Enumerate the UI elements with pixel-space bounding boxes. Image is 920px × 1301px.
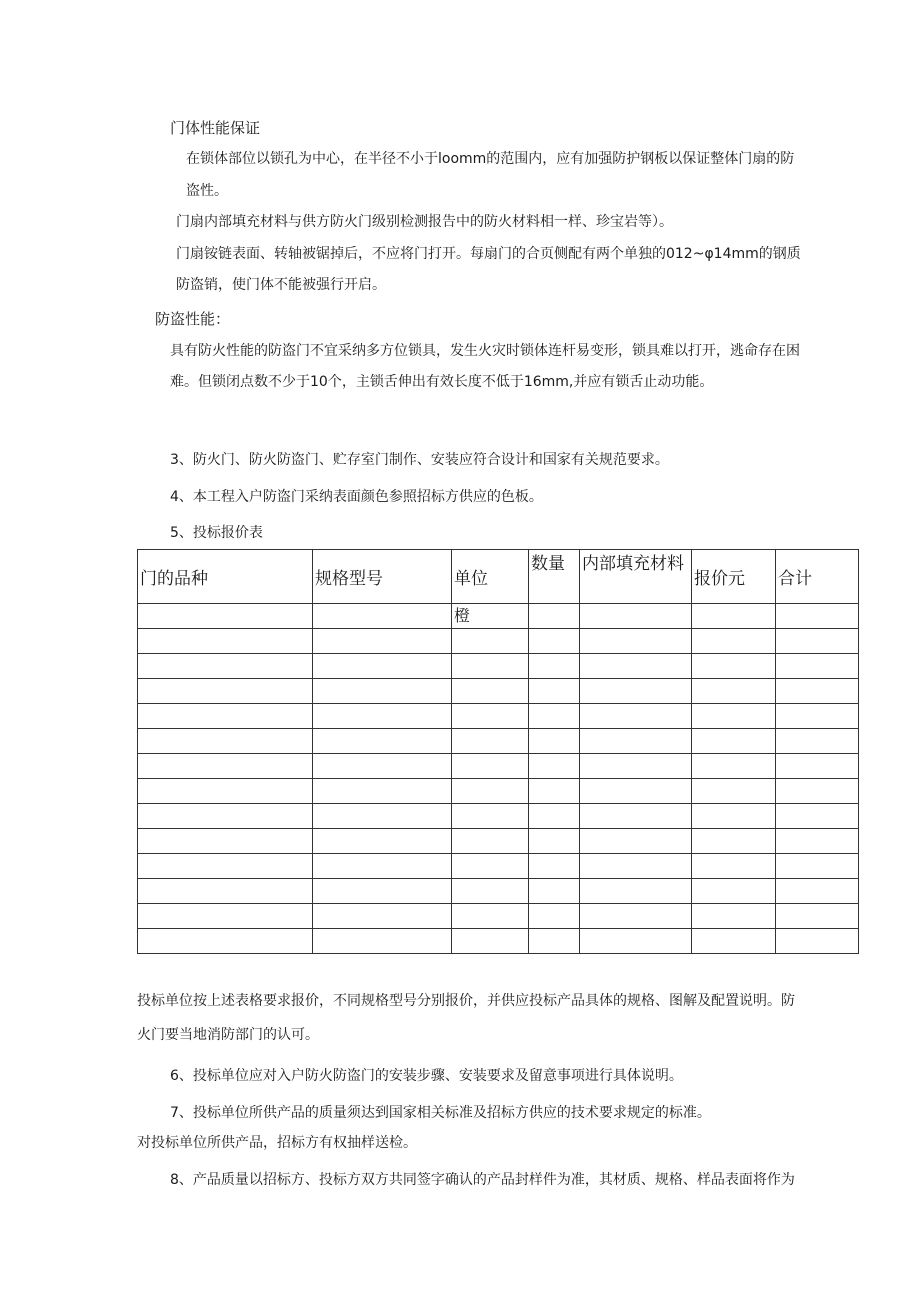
table-cell [580, 654, 692, 679]
table-row [138, 804, 859, 829]
table-header-row [138, 550, 859, 604]
header-cell-variety: 门的品种 [138, 550, 313, 604]
table-cell [452, 879, 529, 904]
table-cell [529, 604, 580, 629]
table-row [138, 879, 859, 904]
table-cell [529, 779, 580, 804]
table-cell [138, 604, 313, 629]
table-cell [692, 854, 776, 879]
table-cell [452, 854, 529, 879]
table-cell [580, 629, 692, 654]
section1-line-4: 门扇铵链表面、转轴被锯掉后，不应将门打开。每扇门的合页侧配有两个单独的012~φ14mm的钢质 [176, 246, 801, 262]
table-cell [580, 729, 692, 754]
table-row [138, 729, 859, 754]
table-row [138, 854, 859, 879]
table-cell [313, 879, 452, 904]
table-cell [313, 704, 452, 729]
header-cell-price: 报价元 [692, 550, 776, 604]
table-cell [776, 904, 859, 929]
table-cell [580, 879, 692, 904]
table-cell [580, 829, 692, 854]
table-cell [580, 804, 692, 829]
table-cell [138, 879, 313, 904]
table-cell [452, 679, 529, 704]
table-cell [138, 804, 313, 829]
item-6: 6、投标单位应对入户防火防盗门的安装步骤、安装要求及留意事项进行具体说明。 [170, 1068, 683, 1084]
table-cell [580, 679, 692, 704]
table-cell [692, 904, 776, 929]
table-cell [529, 804, 580, 829]
table-cell [313, 804, 452, 829]
table-cell [776, 929, 859, 954]
table-cell [529, 729, 580, 754]
item-3: 3、防火门、防火防盗门、贮存室门制作、安装应符合设计和国家有关规范要求。 [170, 452, 669, 468]
table-cell [313, 904, 452, 929]
item-7: 7、投标单位所供产品的质量须达到国家相关标准及招标方供应的技术要求规定的标准。 [170, 1105, 711, 1121]
table-cell [452, 704, 529, 729]
table-cell [452, 929, 529, 954]
after-table-line-1: 投标单位按上述表格要求报价，不同规格型号分别报价，并供应投标产品具体的规格、图解及配置说明。防 [137, 993, 795, 1009]
table-cell [529, 679, 580, 704]
section1-heading: 门体性能保证 [170, 119, 261, 137]
table-cell [776, 754, 859, 779]
table-cell [692, 654, 776, 679]
table-cell [138, 904, 313, 929]
table-cell [138, 629, 313, 654]
table-cell [452, 904, 529, 929]
table-cell [692, 679, 776, 704]
table-row [138, 779, 859, 804]
table-cell [313, 929, 452, 954]
table-cell [692, 929, 776, 954]
table-cell [313, 779, 452, 804]
table-cell [529, 879, 580, 904]
section2-heading: 防盗性能： [155, 310, 231, 328]
table-cell [313, 604, 452, 629]
table-cell [692, 879, 776, 904]
section1-line-5: 防盗销，使门体不能被强行开启。 [176, 277, 386, 293]
table-cell [313, 754, 452, 779]
table-cell [776, 879, 859, 904]
table-cell [776, 829, 859, 854]
table-cell [138, 704, 313, 729]
table-cell [138, 929, 313, 954]
table-row [138, 604, 859, 629]
table-cell [313, 729, 452, 754]
table-row [138, 629, 859, 654]
quote-table [137, 549, 859, 954]
table-row [138, 704, 859, 729]
table-cell [776, 804, 859, 829]
table-row [138, 754, 859, 779]
table-cell [580, 779, 692, 804]
table-cell [776, 629, 859, 654]
table-cell [580, 929, 692, 954]
table-cell [776, 704, 859, 729]
item-4: 4、本工程入户防盗门采纳表面颜色参照招标方供应的色板。 [170, 489, 543, 505]
table-cell [580, 854, 692, 879]
table-cell [138, 829, 313, 854]
table-cell [313, 629, 452, 654]
table-cell [692, 704, 776, 729]
item-8: 8、产品质量以招标方、投标方双方共同签字确认的产品封样件为准，其材质、规格、样品表面将作为 [170, 1172, 795, 1188]
table-cell [776, 779, 859, 804]
table-cell [529, 704, 580, 729]
table-cell [776, 854, 859, 879]
section2-line-2: 难。但锁闭点数不少于10个，主锁舌伸出有效长度不低于16mm,并应有锁舌止动功能。 [170, 374, 714, 390]
table-cell [580, 754, 692, 779]
table-row [138, 929, 859, 954]
table-cell [692, 729, 776, 754]
table-row [138, 904, 859, 929]
table-row [138, 829, 859, 854]
table-cell [580, 604, 692, 629]
table-row [138, 679, 859, 704]
table-cell [452, 779, 529, 804]
section1-line-3: 门扇内部填充材料与供方防火门级别检测报告中的防火材料相一样、珍宝岩等）。 [176, 214, 673, 230]
after-table-line-2: 火门要当地消防部门的认可。 [137, 1027, 319, 1043]
table-cell [138, 679, 313, 704]
table-cell [692, 829, 776, 854]
table-cell [529, 854, 580, 879]
table-cell [138, 729, 313, 754]
item-5: 5、投标报价表 [170, 525, 263, 541]
header-cell-total: 合计 [776, 550, 859, 604]
table-cell [692, 754, 776, 779]
table-cell [692, 779, 776, 804]
table-cell [692, 604, 776, 629]
table-cell [138, 654, 313, 679]
table-cell: 橙 [452, 604, 529, 629]
table-cell [776, 604, 859, 629]
section1-line-2: 盗性。 [186, 183, 228, 199]
header-cell-spec: 规格型号 [313, 550, 452, 604]
table-cell [138, 779, 313, 804]
table-cell [529, 929, 580, 954]
section1-line-1: 在锁体部位以锁孔为中心，在半径不小于loomm的范围内，应有加强防护钢板以保证整体门扇的防 [186, 151, 795, 167]
table-cell [313, 854, 452, 879]
table-cell [313, 829, 452, 854]
table-cell [529, 829, 580, 854]
table-cell [580, 904, 692, 929]
table-cell [452, 629, 529, 654]
table-cell [529, 904, 580, 929]
item-7-continued: 对投标单位所供产品，招标方有权抽样送检。 [137, 1135, 417, 1151]
table-cell [452, 829, 529, 854]
table-cell [529, 754, 580, 779]
table-cell [452, 804, 529, 829]
table-cell [776, 729, 859, 754]
table-cell [776, 654, 859, 679]
table-cell [138, 754, 313, 779]
header-cell-unit: 单位 [452, 550, 529, 604]
table-cell [529, 629, 580, 654]
table-cell [529, 654, 580, 679]
table-cell [313, 679, 452, 704]
table-cell [138, 854, 313, 879]
table-cell [692, 629, 776, 654]
table-cell [580, 704, 692, 729]
table-cell [452, 654, 529, 679]
table-row [138, 654, 859, 679]
header-cell-quantity: 数量 [529, 550, 580, 604]
table-cell [452, 754, 529, 779]
table-cell [776, 679, 859, 704]
table-cell [452, 729, 529, 754]
section2-line-1: 具有防火性能的防盗门不宜采纳多方位锁具，发生火灾时锁体连杆易变形，锁具难以打开，逃命存在困 [170, 343, 800, 359]
header-cell-filling: 内部填充材料 [580, 550, 692, 604]
table-cell [313, 654, 452, 679]
table-cell [692, 804, 776, 829]
